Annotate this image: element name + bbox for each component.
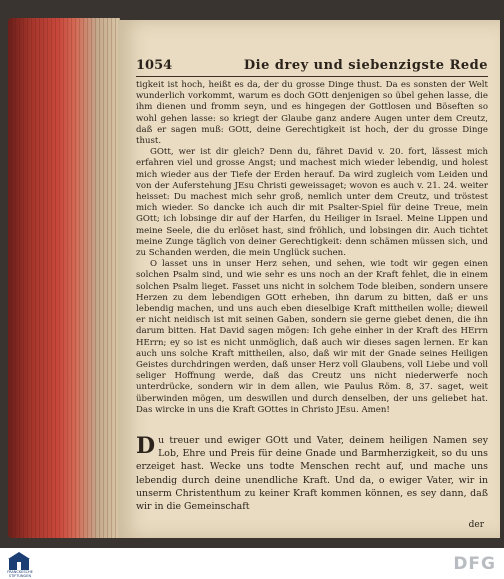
book-page-edges bbox=[8, 18, 120, 538]
book-page bbox=[118, 20, 500, 538]
library-logo-icon bbox=[4, 550, 34, 572]
paragraph: O lasset uns in unser Herz sehen, und sehen, wie todt wir gegen einen solchen Psalm sind, und wie sehr es uns noch an der Kraft fehlet, die in einem solchen Psalm lieget. Fasset uns nicht in solchem Tode bleiben, sondern unsere Herzen zu dem lebendigen GOtt erheben, ihn darum zu bitten, daß er uns lebendig machen, und uns auch eben dieselbige Kraft mittheilen wolle; dieweil er nicht neidisch ist mit seinen Gaben, sondern sie gerne giebet denen, die ihn darum bitten. Hat David sagen mögen: Ich gehe einher in der Kraft des HErrn HErrn; ey so ist es nicht unmöglich, daß auch wir dieses sagen lernen. Er kan auch uns solche Kraft mittheilen, also, daß wir mit der Gnade seines Heiligen Geistes durchdringen werden, daß unser Herz voll Glaubens, voll Liebe und voll seliger Hoffnung werde, daß das Creutz uns nicht niederwerfe noch unterdrücke, sondern wir in dem allen, wie Paulus Röm. 8, 37. saget, weit überwinden mögen, um deswillen und durch denselben, der uns geliebet hat. Das wircke in uns die Kraft GOttes in Christo JEsu. Amen! bbox=[136, 259, 488, 415]
prayer-text: u treuer und ewiger GOtt und Vater, deinem heiligen Namen sey Lob, Ehre und Preis für deine Gnade und Barmherzigkeit, so du uns erzeiget hast. Wecke uns todte Menschen recht auf, und mache uns lebendig durch deine unendliche Kraft. Und da, o ewiger Vater, wir in unserm Christenthum zu keiner Kraft kommen können, es sey dann, daß wir in die Gemeinschaft bbox=[136, 435, 488, 513]
dfg-logo: DFG bbox=[453, 554, 496, 574]
catchword: der bbox=[468, 520, 484, 530]
drop-cap-initial: D bbox=[136, 433, 156, 459]
paragraph: tigkeit ist hoch, heißt es da, der du grosse Dinge thust. Da es sonsten der Welt wunderlich vorkommt, warum es doch GOtt denjenigen so übel gehen lasse, die ihm dienen und fromm seyn, und es hingegen der Gottlosen und Böseften so wohl gehen lasse: so kriegt der Glaube ganz andere Augen unter dem Creutz, daß er sagen muß: GOtt, deine Gerechtigkeit ist hoch, der du grosse Dinge thust. bbox=[136, 80, 488, 147]
body-text bbox=[136, 80, 488, 416]
page-header bbox=[136, 54, 488, 77]
library-emblem-icon bbox=[7, 551, 31, 571]
page-number: 1054 bbox=[136, 58, 173, 73]
paragraph: GOtt, wer ist dir gleich? Denn du, fähret David v. 20. fort, lässest mich erfahren viel und grosse Angst; und machest mich wieder lebendig, und holest mich wieder aus der Tiefe der Erden herauf. Da wird zugleich vom Leiden und von der Auferstehung JEsu Christi geweissaget; wovon es auch v. 21. 24. weiter heisset: Du machest mich sehr groß, nemlich unter dem Creutz, und tröstest mich wieder. So dancke ich auch dir mit Psalter-Spiel für deine Treue, mein GOtt; ich lobsinge dir auf der Harfen, du Heiliger in Israel. Meine Lippen und meine Seele, die du erlöset hast, sind fröhlich, und lobsingen dir. Auch tichtet meine Zunge täglich von deiner Gerechtigkeit: denn schämen müssen sich, und zu Schanden werden, die mein Unglück suchen. bbox=[136, 147, 488, 259]
library-name: FRANCKESCHE STIFTUNGEN bbox=[7, 570, 33, 578]
prayer-paragraph bbox=[136, 434, 488, 513]
footer-bar bbox=[0, 548, 504, 579]
page-content bbox=[136, 20, 490, 538]
running-title: Die drey und siebenzigste Rede bbox=[243, 58, 488, 73]
